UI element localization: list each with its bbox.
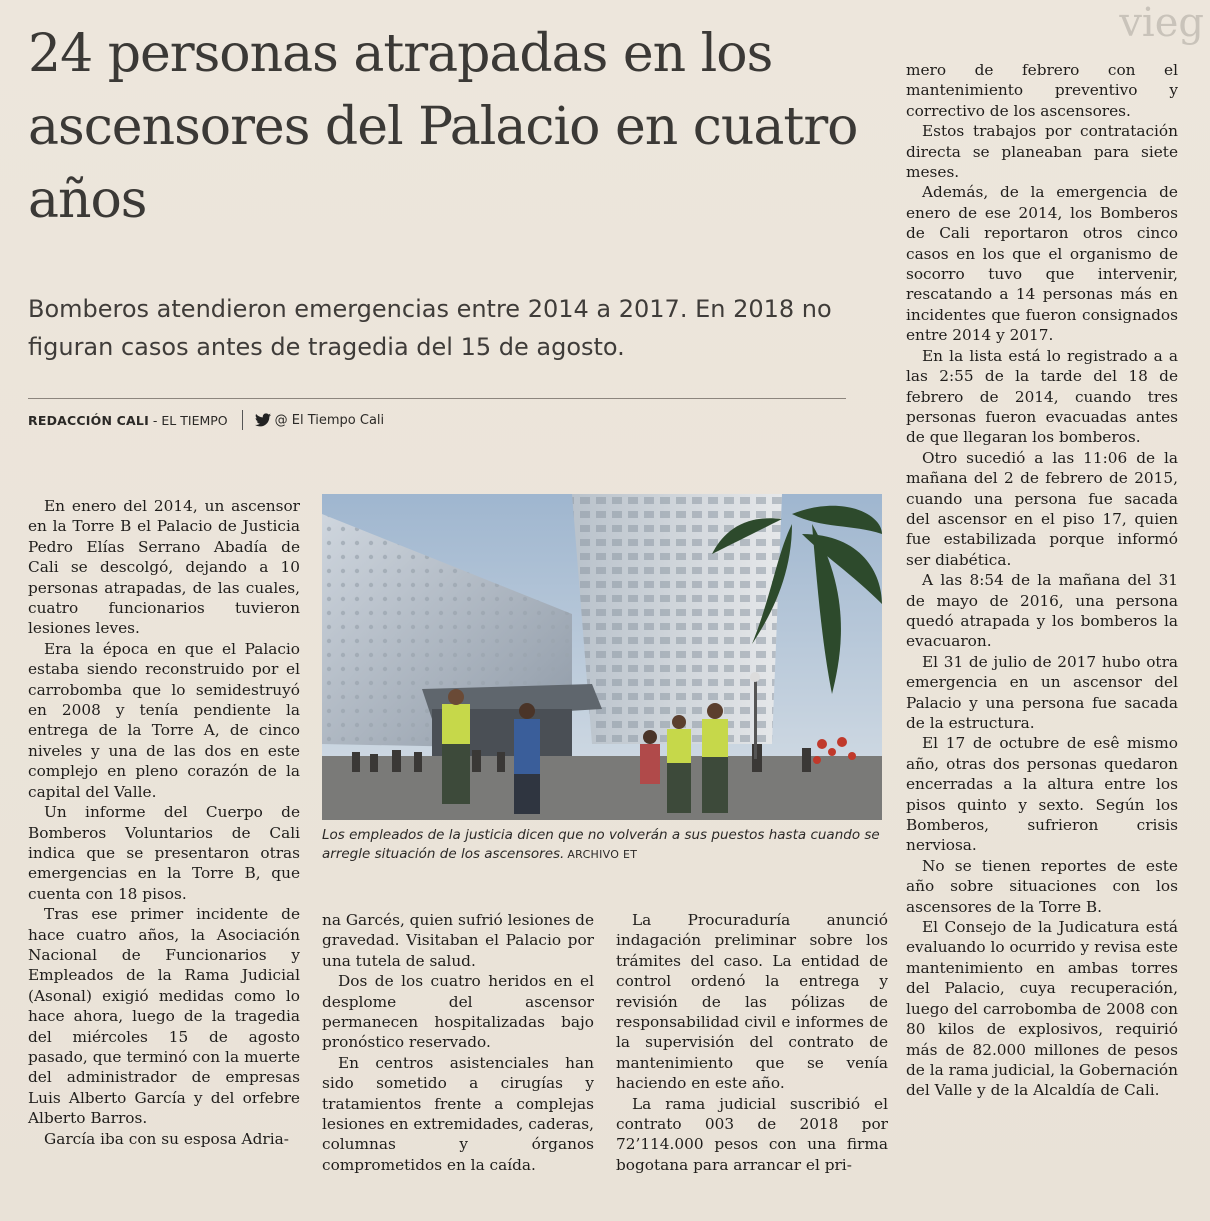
article-column-4 <box>906 60 1178 1101</box>
palace-photo-illustration <box>322 494 882 820</box>
caption-text: Los empleados de la justicia dicen que no volverán a sus puestos hasta cuando se arregle situación de los ascensores. <box>322 827 880 862</box>
paragraph: Además, de la emergencia de enero de ese 2014, los Bomberos de Cali reportaron otros cinco casos en los que el organismo de socorro tuvo que intervenir, rescatando a 14 personas más en incidentes que fueron consignados entre 2014 y 2017. <box>906 183 1178 345</box>
paragraph: mero de febrero con el mantenimiento preventivo y correctivo de los ascensores. <box>906 61 1178 120</box>
twitter-handle: @ El Tiempo Cali <box>274 412 385 428</box>
paragraph: Dos de los cuatro heridos en el desplome del ascensor permanecen hospitalizadas bajo pronóstico reservado. <box>322 972 594 1052</box>
article-column-2 <box>322 910 594 1175</box>
byline <box>28 410 846 430</box>
photo-caption <box>322 826 882 864</box>
byline-agency: REDACCIÓN CALI <box>28 412 149 428</box>
paragraph: Un informe del Cuerpo de Bomberos Voluntarios de Cali indica que se presentaron otras emergencias en la Torre B, que cuenta con 18 pisos. <box>28 803 300 903</box>
paragraph: En centros asistenciales han sido sometido a cirugías y tratamientos frente a complejas lesiones en extremidades, caderas, columnas y órganos comprometidos en la caída. <box>322 1053 594 1174</box>
bleed-through-text: vieg <box>1119 0 1204 46</box>
paragraph: El Consejo de la Judicatura está evaluando lo ocurrido y revisa este mantenimiento en ambas torres del Palacio, cuya recuperación, luego del carrobomba de 2008 con 80 kilos de explosivos, requirió más de 82.000 millones de pesos de la rama judicial, la Gobernación del Valle y de la Alcaldía de Cali. <box>906 918 1178 1100</box>
byline-outlet: - EL TIEMPO <box>152 412 228 428</box>
article-column-1 <box>28 496 300 1149</box>
paragraph: Tras ese primer incidente de hace cuatro años, la Asociación Nacional de Funcionarios y Empleados de la Rama Judicial (Asonal) exigió medidas como lo hace ahora, luego de la tragedia del miércoles 15 de agosto pasado, que terminó con la muerte del administrador de empresas Luis Alberto García y del orfebre Alberto Barros. <box>28 905 300 1128</box>
photo-credit: ARCHIVO ET <box>567 848 638 861</box>
paragraph: La rama judicial suscribió el contrato 003 de 2018 por 72’114.000 pesos con una firma bogotana para arrancar el pri- <box>616 1094 888 1174</box>
paragraph: La Procuraduría anunció indagación preliminar sobre los trámites del caso. La entidad de control ordenó la entrega y revisión de las pólizas de responsabilidad civil e informes de la supervisión del contrato de mantenimiento que se venía haciendo en este año. <box>616 911 888 1093</box>
subheadline: Bomberos atendieron emergencias entre 2014 a 2017. En 2018 no figuran casos antes de tragedia del 15 de agosto. <box>28 295 832 361</box>
paragraph: García iba con su esposa Adria- <box>44 1129 289 1148</box>
byline-divider <box>28 398 846 399</box>
paragraph: Otro sucedió a las 11:06 de la mañana del 2 de febrero de 2015, cuando una persona fue sacada del ascensor en el piso 17, quien fue estabilizada porque informó ser diabética. <box>906 448 1178 569</box>
article-column-3 <box>616 910 888 1175</box>
paragraph: Era la época en que el Palacio estaba siendo reconstruido por el carrobomba que lo semidestruyó en 2008 y tenía pendiente la entrega de la Torre A, de cinco niveles y una de las dos en este complejo en pleno corazón de la capital del Valle. <box>28 639 300 801</box>
paragraph: A las 8:54 de la mañana del 31 de mayo de 2016, una persona quedó atrapada y los bomberos la evacuaron. <box>906 571 1178 651</box>
headline: 24 personas atrapadas en los ascensores del Palacio en cuatro años <box>28 24 858 230</box>
byline-separator <box>242 410 243 430</box>
paragraph: El 31 de julio de 2017 hubo otra emergencia en un ascensor del Palacio y una persona fue sacada de la estructura. <box>906 652 1178 732</box>
paragraph: El 17 de octubre de esê mismo año, otras dos personas quedaron encerradas a la altura entre los pisos quinto y sexto. Según los Bomberos, sufrieron crisis nerviosa. <box>906 734 1178 855</box>
paragraph: En la lista está lo registrado a a las 2:55 de la tarde del 18 de febrero de 2014, cuando tres personas fueron evacuadas antes de que llegaran los bomberos. <box>906 346 1178 447</box>
news-photo <box>322 494 882 820</box>
twitter-icon <box>255 413 271 427</box>
paragraph: No se tienen reportes de este año sobre situaciones con los ascensores de la Torre B. <box>906 856 1178 916</box>
paragraph: En enero del 2014, un ascensor en la Torre B el Palacio de Justicia Pedro Elías Serrano Abadía de Cali se descolgó, dejando a 10 personas atrapadas, de las cuales, cuatro funcionarios tuvieron lesiones leves. <box>28 497 300 638</box>
paragraph: na Garcés, quien sufrió lesiones de gravedad. Visitaban el Palacio por una tutela de salud. <box>322 911 594 970</box>
paragraph: Estos trabajos por contratación directa se planeaban para siete meses. <box>906 122 1178 182</box>
